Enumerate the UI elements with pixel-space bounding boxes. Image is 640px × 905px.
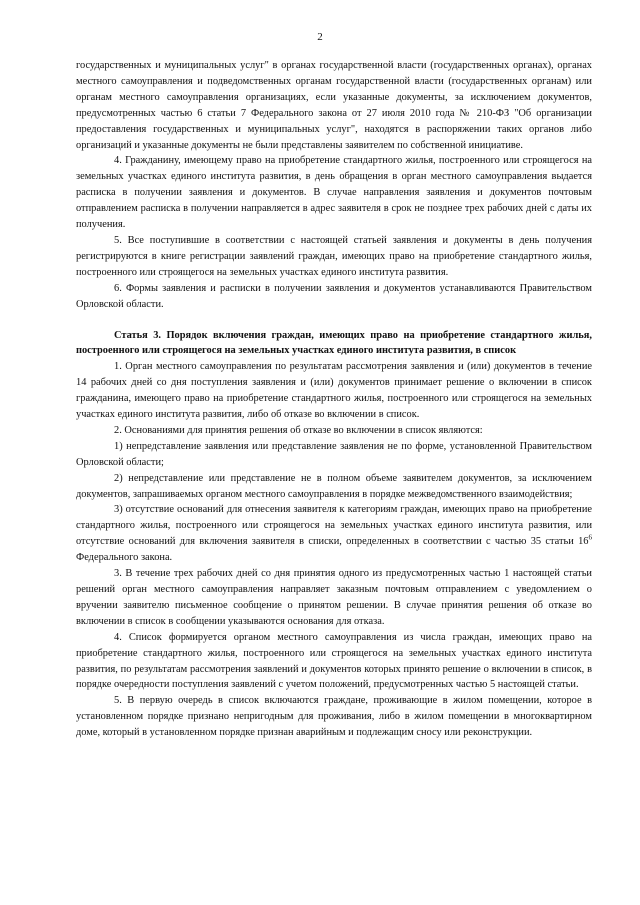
article-3-heading: Статья 3. Порядок включения граждан, имеющих право на приобретение стандартного жилья, построенного или строящегося на земельных участках единого института развития, в список	[76, 329, 592, 357]
refusal-reason-3	[76, 502, 592, 566]
refusal-reason-1: 1) непредставление заявления или представление заявления не по форме, установленной Правительством Орловской области;	[76, 440, 592, 468]
article-3-paragraph-5: 5. В первую очередь в список включаются граждане, проживающие в жилом помещении, которое в установленном порядке признано непригодным для проживания, либо в жилом помещении в многоквартирном доме, который в установленном порядке признан аварийным и подлежащим сносу или реконструкции.	[76, 695, 592, 739]
article-3-paragraph-3: 3. В течение трех рабочих дней со дня принятия одного из предусмотренных частью 1 настоящей статьи решений орган местного самоуправления направляет заказным почтовым отправлением с уведомлением о вручении заявителю письменное сообщение о принятом решении. В случае принятия решения об отказе во включении в список в сообщении указываются основания для отказа.	[76, 568, 592, 627]
paragraph-5-registration: 5. Все поступившие в соответствии с настоящей статьей заявления и документы в день получения регистрируются в книге регистрации заявлений граждан, имеющих право на приобретение стандартного жилья, построенного или строящегося на земельных участках единого института развития.	[76, 234, 592, 278]
paragraph-continuation: государственных и муниципальных услуг" в органах государственной власти (государственных органах), органах местного самоуправления и подведомственных органам государственной власти (государственных органам) или органам местного самоуправления организациях, если указанные документы, за исключением документов, предусмотренных частью 6 статьи 7 Федерального закона от 27 июля 2010 года № 210-ФЗ "Об организации предоставления государственных и муниципальных услуг", находятся в распоряжении таких органов либо организаций и указанные документы не были представлены заявителем по собственной инициативе.	[76, 60, 592, 151]
refusal-reason-2: 2) непредставление или представление не в полном объеме заявителем документов, за исключением документов, запрашиваемых органом местного самоуправления в порядке межведомственного взаимодействия;	[76, 472, 592, 500]
refusal-reason-3-text: 3) отсутствие оснований для отнесения заявителя к категориям граждан, имеющих право на приобретение стандартного жилья, построенного или строящегося на земельных участках единого института развития, или отсутствие оснований для включения заявителя в списки, определенных в соответствии с частью 35 статьи 16	[76, 504, 592, 548]
document-body	[76, 58, 592, 741]
refusal-reason-3-tail: Федерального закона.	[76, 552, 173, 564]
superscript-index: 6	[588, 533, 592, 542]
paragraph-4-receipt: 4. Гражданину, имеющему право на приобретение стандартного жилья, построенного или строящегося на земельных участках единого института развития, в день обращения в орган местного самоуправления выдается расписка в получении заявления и документов. В случае направления заявления и документов почтовым отправлением расписка в получении направляется в адрес заявителя в срок не позднее трех рабочих дней с даты их получения.	[76, 155, 592, 231]
article-3-paragraph-1: 1. Орган местного самоуправления по результатам рассмотрения заявления и (или) документов в течение 14 рабочих дней со дня поступления заявления и (или) документов принимает решение о включении в список гражданина, имеющего право на приобретение стандартного жилья, построенного или строящегося на земельных участках единого института развития, либо об отказе во включении в список.	[76, 361, 592, 421]
article-3-paragraph-4: 4. Список формируется органом местного самоуправления из числа граждан, имеющих право на приобретение стандартного жилья, построенного или строящегося на земельных участках единого института развития, по результатам рассмотрения заявлений и документов которых принято решение о включении в список, в порядке очередности поступления заявлений с учетом положений, предусмотренных частью 5 настоящей статьи.	[76, 631, 592, 691]
article-3-paragraph-2: 2. Основаниями для принятия решения об отказе во включении в список являются:	[114, 424, 483, 436]
page-number: 2	[317, 31, 323, 43]
paragraph-6-forms: 6. Формы заявления и расписки в получении заявления и документов устанавливаются Правительством Орловской области.	[76, 282, 592, 310]
